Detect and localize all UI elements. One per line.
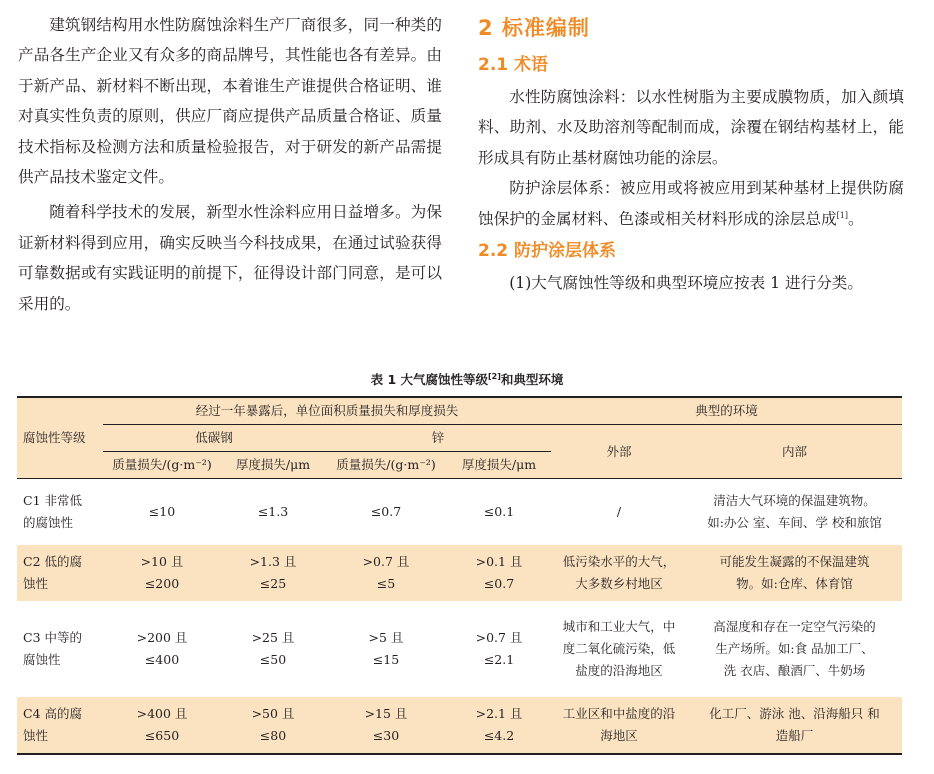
- header-low-carbon-steel: 低碳钢: [103, 425, 325, 452]
- subsection-title-coating-system: 2.2 防护涂层体系: [478, 241, 617, 262]
- cell-zinc-thickness: [447, 697, 551, 754]
- indoor-line: 化工厂、游泳 池、沿海船只 和: [709, 706, 880, 721]
- indoor-line: 可能发生凝露的不保温建筑: [719, 554, 870, 569]
- cell-steel-thickness: [221, 545, 325, 601]
- header-environment-group: 典型的环境: [551, 397, 902, 425]
- cell-indoor: [687, 479, 902, 546]
- corrosivity-table: [17, 396, 902, 755]
- cell-zinc-mass: [325, 545, 447, 601]
- indoor-line: 生产场所。如:食 品加工厂、: [715, 641, 874, 656]
- outdoor-line: 盐度的沿海地区: [575, 663, 663, 678]
- value-line: ≤200: [144, 576, 180, 591]
- cell-indoor: [687, 601, 902, 697]
- cell-indoor: [687, 697, 902, 754]
- cell-zinc-mass: ≤0.7: [370, 504, 402, 519]
- left-column: [18, 10, 442, 319]
- cell-steel-thickness: [221, 601, 325, 697]
- value-line: ≤15: [372, 652, 400, 667]
- value-line: ≤650: [144, 728, 180, 743]
- grade-label-line2: 腐蚀性: [23, 652, 61, 667]
- value-line: >0.1 且: [475, 554, 523, 569]
- value-line: ≤4.2: [483, 728, 515, 743]
- outdoor-line: 城市和工业大气，中: [562, 619, 676, 634]
- value-line: >200 且: [136, 630, 188, 645]
- cell-steel-mass: [103, 601, 221, 697]
- cell-outdoor: /: [616, 504, 622, 519]
- grade-label-line1: C3 中等的: [23, 630, 82, 645]
- caption-prefix: 表 1 大气腐蚀性等级: [370, 372, 488, 387]
- indoor-line: 如:办公 室、车间、学 校和旅馆: [707, 515, 882, 530]
- cell-zinc-thickness: ≤0.1: [483, 504, 515, 519]
- table-caption: [0, 370, 934, 388]
- value-line: >0.7 且: [362, 554, 410, 569]
- grade-label-line2: 蚀性: [23, 576, 49, 591]
- value-line: ≤50: [259, 652, 287, 667]
- outdoor-line: 度二氧化硫污染，低: [562, 641, 676, 656]
- cell-outdoor: [551, 545, 687, 601]
- outdoor-line: 工业区和中盐度的沿: [562, 706, 676, 721]
- cell-steel-thickness: [221, 697, 325, 754]
- value-line: ≤5: [376, 576, 396, 591]
- cell-steel-mass: ≤10: [148, 504, 176, 519]
- header-outdoor: 外部: [606, 443, 632, 459]
- value-line: >1.3 且: [249, 554, 297, 569]
- value-line: >5 且: [368, 630, 404, 645]
- caption-ref: [2]: [488, 371, 501, 381]
- cell-steel-mass: [103, 545, 221, 601]
- grade-label-line1: C1 非常低: [23, 493, 82, 508]
- grade-label-line2: 蚀性: [23, 728, 49, 743]
- paragraph-classification: (1)大气腐蚀性等级和典型环境应按表 1 进行分类。: [509, 274, 863, 293]
- header-steel-mass-loss: 质量损失/(g·m⁻²): [112, 457, 212, 472]
- citation-ref: [1]: [836, 210, 849, 220]
- value-line: ≤2.1: [483, 652, 515, 667]
- cell-zinc-mass: [325, 601, 447, 697]
- header-zinc-mass-loss: 质量损失/(g·m⁻²): [336, 457, 436, 472]
- definition-text: 防护涂层体系：被应用或将被应用到某种基材上提供防腐蚀保护的金属材料、色漆或相关材料形成的涂层总成: [478, 179, 904, 228]
- outdoor-line: 大多数乡村地区: [575, 576, 663, 591]
- subsection-title-terms: 2.1 术语: [478, 55, 549, 75]
- right-column: [478, 8, 904, 298]
- cell-indoor: [687, 545, 902, 601]
- left-paragraph-1: 建筑钢结构用水性防腐蚀涂料生产厂商很多，同一种类的产品各生产企业又有众多的商品牌号，其性能也各有差异。由于新产品、新材料不断出现，本着谁生产谁提供合格证明、谁对真实性负责的原则，供应厂商应提供产品质量合格证、质量技术指标及检测方法和质量检验报告，对于研发的新产品需提供产品技术鉴定文件。: [18, 16, 442, 187]
- cell-outdoor: [551, 697, 687, 754]
- grade-label-line2: 的腐蚀性: [23, 515, 74, 530]
- header-loss-group: 经过一年暴露后，单位面积质量损失和厚度损失: [103, 397, 551, 425]
- section-title: 2 标准编制: [478, 16, 590, 40]
- value-line: >0.7 且: [475, 630, 523, 645]
- indoor-line: 清洁大气环境的保温建筑物。: [713, 493, 876, 508]
- indoor-line: 造船厂: [775, 728, 814, 743]
- indoor-line: 洗 衣店、酿酒厂、牛奶场: [723, 663, 866, 678]
- value-line: ≤30: [372, 728, 400, 743]
- header-grade: 腐蚀性等级: [17, 397, 103, 479]
- cell-steel-thickness: ≤1.3: [257, 504, 289, 519]
- definition-waterborne-coating: 水性防腐蚀涂料：以水性树脂为主要成膜物质，加入颜填料、助剂、水及助溶剂等配制而成，涂覆在钢结构基材上，能形成具有防止基材腐蚀功能的涂层。: [478, 88, 904, 167]
- grade-c1: [17, 479, 103, 546]
- cell-zinc-thickness: [447, 545, 551, 601]
- value-line: ≤400: [144, 652, 180, 667]
- value-line: >25 且: [251, 630, 295, 645]
- indoor-line: 高湿度和存在一定空气污染的: [713, 619, 876, 634]
- header-zinc-thickness-loss: 厚度损失/μm: [461, 457, 537, 472]
- value-line: >15 且: [364, 706, 408, 721]
- definition-protective-system: [478, 173, 904, 234]
- outdoor-line: 低污染水平的大气，: [562, 554, 676, 569]
- definition-end: 。: [848, 209, 864, 228]
- value-line: >50 且: [251, 706, 295, 721]
- value-line: >10 且: [140, 554, 184, 569]
- outdoor-line: 海地区: [600, 728, 638, 743]
- cell-outdoor: [551, 601, 687, 697]
- caption-suffix: 和典型环境: [500, 372, 564, 387]
- left-paragraph-2: 随着科学技术的发展，新型水性涂料应用日益增多。为保证新材料得到应用，确实反映当今科技成果，在通过试验获得可靠数据或有实践证明的前提下，征得设计部门同意，是可以采用的。: [18, 203, 442, 313]
- cell-zinc-mass: [325, 697, 447, 754]
- cell-zinc-thickness: [447, 601, 551, 697]
- grade-label-line1: C2 低的腐: [23, 554, 82, 569]
- header-indoor: 内部: [782, 443, 808, 459]
- cell-steel-mass: [103, 697, 221, 754]
- indoor-line: 物。如:仓库、体育馆: [736, 576, 853, 591]
- grade-c2: [17, 545, 103, 601]
- value-line: ≤25: [259, 576, 287, 591]
- value-line: ≤0.7: [483, 576, 515, 591]
- header-zinc: 锌: [325, 425, 551, 452]
- value-line: >400 且: [136, 706, 188, 721]
- value-line: ≤80: [259, 728, 287, 743]
- grade-c4: [17, 697, 103, 754]
- grade-c3: [17, 601, 103, 697]
- value-line: >2.1 且: [475, 706, 523, 721]
- grade-label-line1: C4 高的腐: [23, 706, 82, 721]
- header-steel-thickness-loss: 厚度损失/μm: [235, 457, 311, 472]
